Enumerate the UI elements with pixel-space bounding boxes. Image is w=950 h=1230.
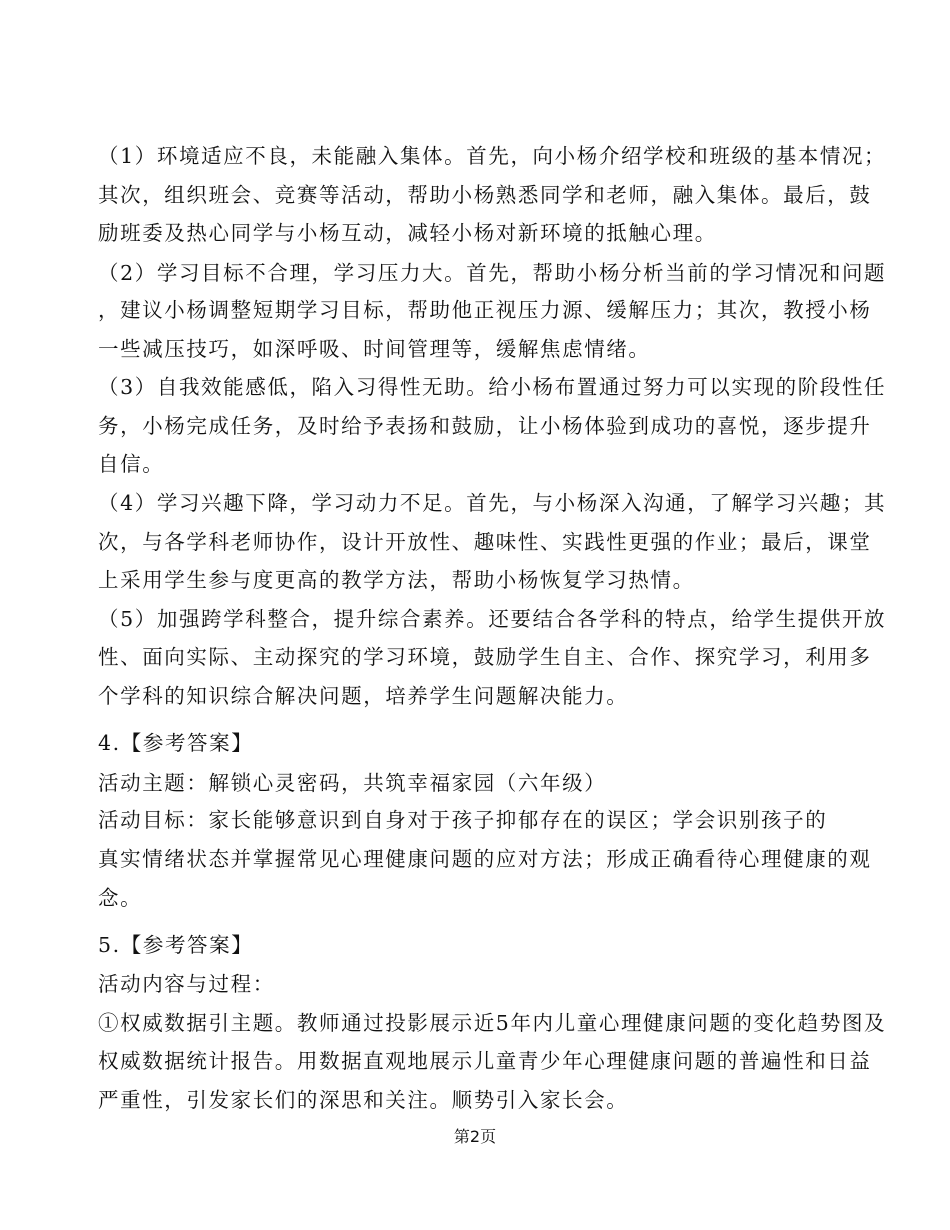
text-line: ，建议小杨调整短期学习目标，帮助他正视压力源、缓解压力；其次，教授小杨 bbox=[98, 298, 872, 322]
text-line: 严重性，引发家长们的深思和关注。顺势引入家长会。 bbox=[98, 1088, 629, 1112]
section-heading: 5.【参考答案】 bbox=[98, 933, 254, 957]
page-number: 第2页 bbox=[453, 1127, 497, 1146]
text-line: 次，与各学科老师协作，设计开放性、趣味性、实践性更强的作业；最后，课堂 bbox=[98, 530, 872, 554]
text-line: （2）学习目标不合理，学习压力大。首先，帮助小杨分析当前的学习情况和问题 bbox=[98, 261, 887, 285]
text-line: （5）加强跨学科整合，提升综合素养。还要结合各学科的特点，给学生提供开放 bbox=[98, 607, 887, 631]
text-line: 性、面向实际、主动探究的学习环境，鼓励学生自主、合作、探究学习，利用多 bbox=[98, 645, 872, 669]
text-line: 真实情绪状态并掌握常见心理健康问题的应对方法；形成正确看待心理健康的观 bbox=[98, 847, 872, 871]
text-line: 个学科的知识综合解决问题，培养学生问题解决能力。 bbox=[98, 684, 629, 708]
text-line: （1）环境适应不良，未能融入集体。首先，向小杨介绍学校和班级的基本情况； bbox=[98, 144, 887, 168]
text-line: 励班委及热心同学与小杨互动，减轻小杨对新环境的抵触心理。 bbox=[98, 221, 717, 245]
text-line: 活动主题：解锁心灵密码，共筑幸福家园（六年级） bbox=[98, 771, 607, 795]
text-line: 其次，组织班会、竞赛等活动，帮助小杨熟悉同学和老师，融入集体。最后，鼓 bbox=[98, 183, 872, 207]
text-line: 权威数据统计报告。用数据直观地展示儿童青少年心理健康问题的普遍性和日益 bbox=[98, 1049, 872, 1073]
text-line: 务，小杨完成任务，及时给予表扬和鼓励，让小杨体验到成功的喜悦，逐步提升 bbox=[98, 414, 872, 438]
text-line: 念。 bbox=[98, 886, 143, 910]
text-line: 自信。 bbox=[98, 452, 165, 476]
section-heading: 4.【参考答案】 bbox=[98, 731, 254, 755]
text-line: （4）学习兴趣下降，学习动力不足。首先，与小杨深入沟通，了解学习兴趣；其 bbox=[98, 491, 887, 515]
text-line: 上采用学生参与度更高的教学方法，帮助小杨恢复学习热情。 bbox=[98, 568, 695, 592]
text-line: 活动内容与过程： bbox=[98, 972, 275, 996]
text-line: 一些减压技巧，如深呼吸、时间管理等，缓解焦虑情绪。 bbox=[98, 337, 651, 361]
text-line: 活动目标：家长能够意识到自身对于孩子抑郁存在的误区；学会识别孩子的 bbox=[98, 808, 828, 832]
text-line: ①权威数据引主题。教师通过投影展示近5年内儿童心理健康问题的变化趋势图及 bbox=[98, 1011, 887, 1035]
text-line: （3）自我效能感低，陷入习得性无助。给小杨布置通过努力可以实现的阶段性任 bbox=[98, 375, 887, 399]
